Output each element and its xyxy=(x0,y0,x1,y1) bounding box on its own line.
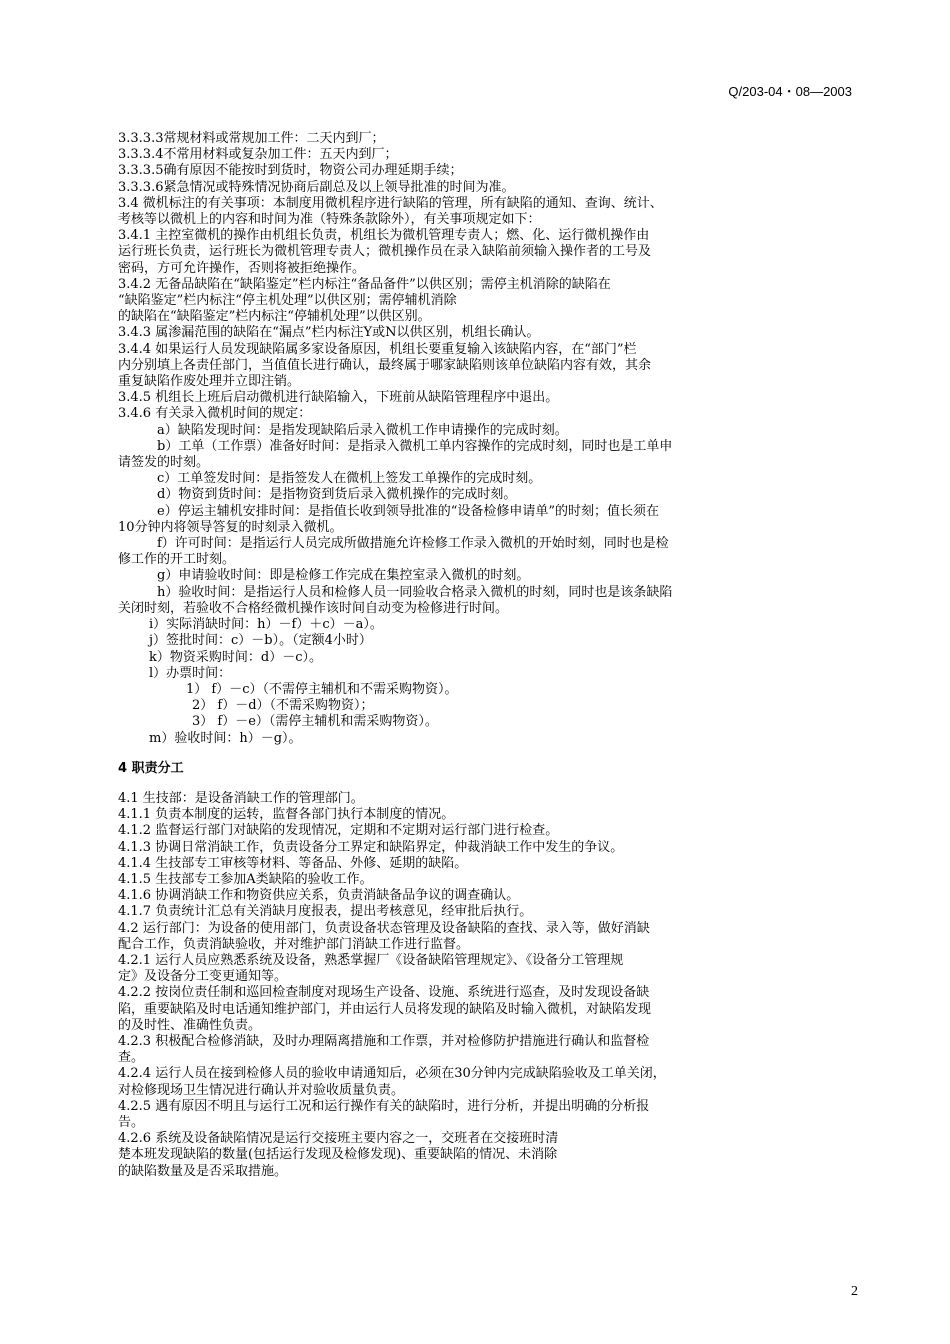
text-line: 4.1.7 负责统计汇总有关消缺月度报表，提出考核意见，经审批后执行。 xyxy=(118,904,533,920)
text-line: 4.2.6 系统及设备缺陷情况是运行交接班主要内容之一，交班者在交接班时清 xyxy=(118,1131,559,1147)
text-line: l）办票时间： xyxy=(149,665,232,681)
text-line: 3.4.4 如果运行人员发现缺陷属多家设备原因，机组长要重复输入该缺陷内容，在“部门”栏 xyxy=(118,341,637,357)
standard-code: Q/203-04・08—2003 xyxy=(728,84,852,99)
text-line: 4.1 生技部：是设备消缺工作的管理部门。 xyxy=(118,790,364,806)
text-line: j）签批时间：c）－b）。（定额4小时） xyxy=(149,633,372,649)
text-line: 重复缺陷作废处理并立即注销。 xyxy=(118,374,301,390)
text-line: 陷，重要缺陷及时电话通知维护部门，并由运行人员将发现的缺陷及时输入微机，对缺陷发现 xyxy=(118,1001,652,1017)
text-line: 告。 xyxy=(118,1114,145,1130)
text-line: k）物资采购时间：d）－c）。 xyxy=(149,649,322,665)
text-line: 3.3.3.4不常用材料或复杂加工件：五天内到厂； xyxy=(118,147,398,163)
text-line: 4.1.6 协调消缺工作和物资供应关系，负责消缺备品争议的调查确认。 xyxy=(118,888,520,904)
text-line: 3） f）－e）（需停主辅机和需采购物资）。 xyxy=(192,714,438,730)
text-line: 3.3.3.3常规材料或常规加工件：二天内到厂； xyxy=(118,131,385,146)
text-line: 配合工作，负责消缺验收，并对维护部门消缺工作进行监督。 xyxy=(118,936,470,952)
text-line: 4.1.1 负责本制度的运转，监督各部门执行本制度的情况。 xyxy=(118,807,455,823)
text-line: 内分别填上各责任部门，当值值长进行确认，最终属于哪家缺陷则该单位缺陷内容有效，其余 xyxy=(118,357,652,373)
text-line: 3.4.2 无备品缺陷在“缺陷鉴定”栏内标注“备品备件”以供区别；需停主机消除的缺陷在 xyxy=(118,276,611,292)
section-3-continued xyxy=(118,131,858,423)
section-4-body xyxy=(118,791,858,1180)
text-line: b）工单（工作票）准备好时间：是指录入微机工单内容操作的完成时刻，同时也是工单申 xyxy=(157,438,673,454)
text-line: 4.1.4 生技部专工审核等材料、等备品、外修、延期的缺陷。 xyxy=(118,855,468,871)
text-line: g）申请验收时间：即是检修工作完成在集控室录入微机的时刻。 xyxy=(157,568,530,584)
text-line: 4.1.2 监督运行部门对缺陷的发现情况，定期和不定期对运行部门进行检查。 xyxy=(118,823,559,839)
text-line: 的缺陷在“缺陷鉴定”栏内标注“停辅机处理”以供区别。 xyxy=(118,309,431,325)
section-heading: 4 职责分工 xyxy=(118,760,184,776)
text-line: 定》及设备分工变更通知等。 xyxy=(118,969,288,985)
text-line: 运行班长负责，运行班长为微机管理专责人；微机操作员在录入缺陷前须输入操作者的工号及 xyxy=(118,244,652,260)
text-line: 关闭时刻，若验收不合格经微机操作该时间自动变为检修进行时间。 xyxy=(118,600,509,616)
text-line: e）停运主辅机安排时间：是指值长收到领导批准的“设备检修申请单”的时刻；值长须在 xyxy=(157,503,659,519)
text-line: 密码，方可允许操作，否则将被拒绝操作。 xyxy=(118,260,366,276)
text-line: 2） f）－d）（不需采购物资）； xyxy=(192,698,374,714)
text-line: 3.4.3 属渗漏范围的缺陷在“漏点”栏内标注Y或N以供区别，机组长确认。 xyxy=(118,325,540,341)
text-line: 4.2.2 按岗位责任制和巡回检查制度对现场生产设备、设施、系统进行巡查，及时发现设备缺 xyxy=(118,985,650,1001)
text-line: 3.4.5 机组长上班后启动微机进行缺陷输入，下班前从缺陷管理程序中退出。 xyxy=(118,390,559,406)
text-line: m）验收时间：h）－g）。 xyxy=(149,730,302,746)
text-line: 的及时性、准确性负责。 xyxy=(118,1017,262,1033)
text-line: “缺陷鉴定”栏内标注“停主机处理”以供区别；需停辅机消除 xyxy=(118,293,457,309)
text-line: 查。 xyxy=(118,1050,145,1066)
text-line: 修工作的开工时刻。 xyxy=(118,552,236,568)
text-line: 4.1.5 生技部专工参加A类缺陷的验收工作。 xyxy=(118,871,373,887)
text-line: 3.4.6 有关录入微机时间的规定： xyxy=(118,406,312,422)
text-line: 3.3.3.5确有原因不能按时到货时，物资公司办理延期手续； xyxy=(118,163,463,179)
text-line: 4.2.1 运行人员应熟悉系统及设备，熟悉掌握厂《设备缺陷管理规定》、《设备分工管理规 xyxy=(118,952,624,968)
text-line: 3.3.3.6紧急情况或特殊情况协商后副总及以上领导批准的时间为准。 xyxy=(118,179,515,195)
text-line: 4.1.3 协调日常消缺工作，负责设备分工界定和缺陷界定，仲裁消缺工作中发生的争议。 xyxy=(118,839,624,855)
document-body xyxy=(118,131,858,1180)
text-line: c）工单签发时间：是指签发人在微机上签发工单操作的完成时刻。 xyxy=(157,471,542,487)
text-line: 4.2 运行部门：为设备的使用部门，负责设备状态管理及设备缺陷的查找、录入等，做好消缺 xyxy=(118,920,650,936)
text-line: f）许可时间：是指运行人员完成所做措施允许检修工作录入微机的开始时刻，同时也是检 xyxy=(157,536,669,552)
text-line: h）验收时间：是指运行人员和检修人员一同验收合格录入微机的时刻，同时也是该条缺陷 xyxy=(157,584,673,600)
text-line: 10分钟内将领导答复的时刻录入微机。 xyxy=(118,519,343,535)
text-line: 请签发的时刻。 xyxy=(118,455,210,471)
text-line: 3.4 微机标注的有关事项：本制度用微机程序进行缺陷的管理，所有缺陷的通知、查询、统计、 xyxy=(118,195,663,211)
text-line: 的缺陷数量及是否采取措施。 xyxy=(118,1163,288,1179)
text-line: 4.2.5 遇有原因不明且与运行工况和运行操作有关的缺陷时，进行分析，并提出明确的分析报 xyxy=(118,1098,650,1114)
text-line: d）物资到货时间：是指物资到货后录入微机操作的完成时刻。 xyxy=(157,487,517,503)
text-line: 1） f）－c）（不需停主辅机和不需采购物资）。 xyxy=(186,681,458,697)
text-line: 3.4.1 主控室微机的操作由机组长负责，机组长为微机管理专责人；燃、化、运行微机操作由 xyxy=(118,228,650,244)
text-line: 4.2.3 积极配合检修消缺，及时办理隔离措施和工作票，并对检修防护措施进行确认和监督检 xyxy=(118,1033,650,1049)
text-line: 4.2.4 运行人员在接到检修人员的验收申请通知后，必须在30分钟内完成缺陷验收及工单关闭， xyxy=(118,1066,666,1082)
page-number: 2 xyxy=(851,1284,858,1299)
text-line: 对检修现场卫生情况进行确认并对验收质量负责。 xyxy=(118,1082,405,1098)
time-definitions-list xyxy=(118,423,858,747)
text-line: 楚本班发现缺陷的数量(包括运行发现及检修发现)、重要缺陷的情况、未消除 xyxy=(118,1147,558,1163)
text-line: a）缺陷发现时间：是指发现缺陷后录入微机工作申请操作的完成时刻。 xyxy=(157,422,568,438)
text-line: 考核等以微机上的内容和时间为准（特殊条款除外），有关事项规定如下： xyxy=(118,212,541,228)
text-line: i）实际消缺时间：h）－f）＋c）－a）。 xyxy=(149,617,383,633)
